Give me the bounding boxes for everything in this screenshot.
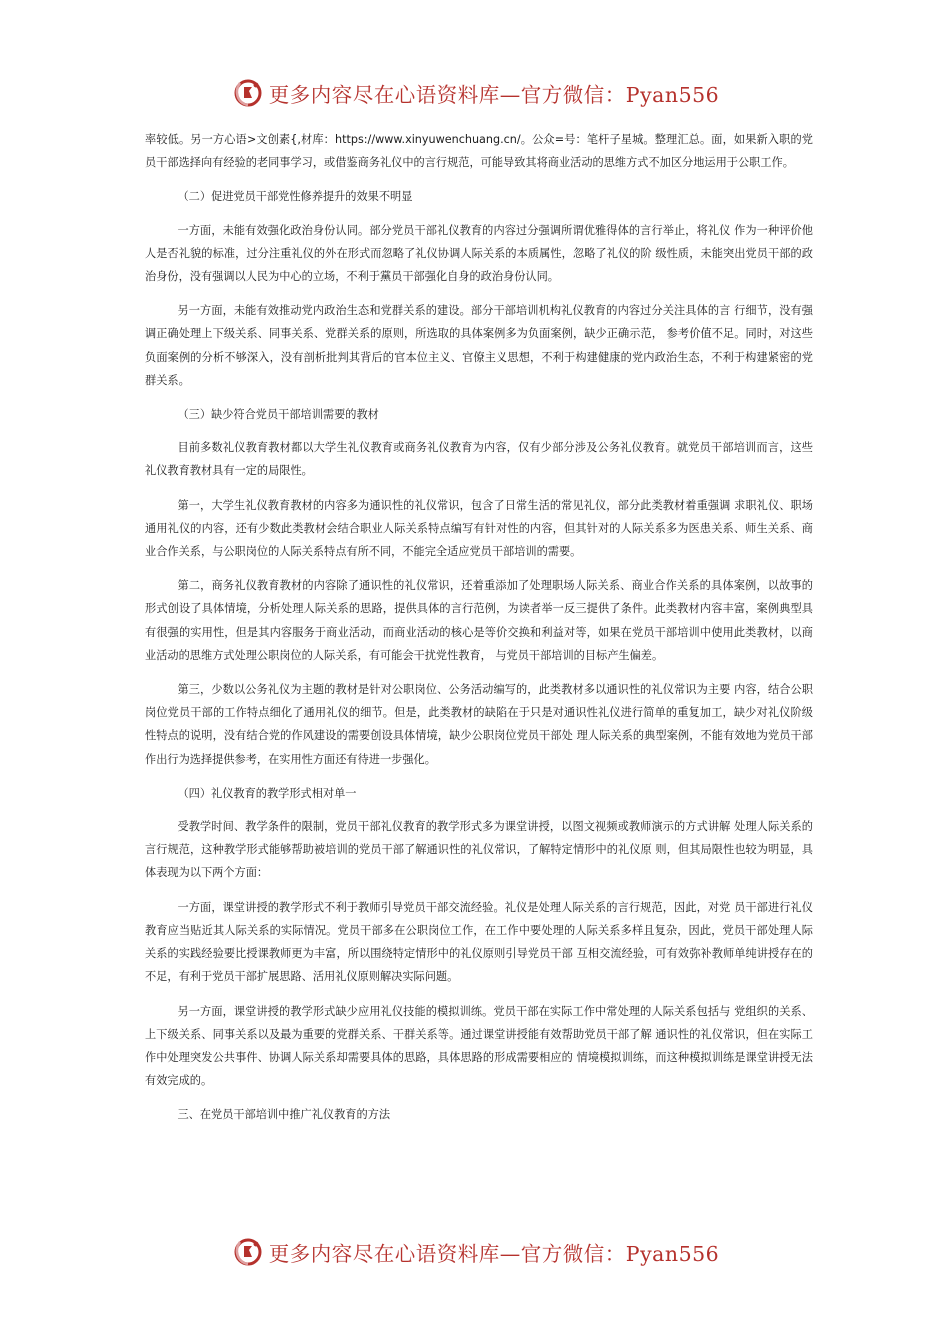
paragraph: 第一，大学生礼仪教育教材的内容多为通识性的礼仪常识，包含了日常生活的常见礼仪，部分此类教材着重强调 求职礼仪、职场通用礼仪的内容，还有少数此类教材会结合职业人际关系特点编写有针对性的内容，但其针对的人际关系多为医患关系、师生关系、商业合作关系，与公职岗位的人际关系特点有所不同，不能完全适应党员干部培训的需要。 bbox=[145, 498, 813, 559]
logo-icon bbox=[231, 76, 265, 110]
paragraph: 第三，少数以公务礼仪为主题的教材是针对公职岗位、公务活动编写的，此类教材多以通识性的礼仪常识为主要 内容，结合公职岗位党员干部的工作特点细化了通用礼仪的细节。但是，此类教材的缺陷在于只是对通识性礼仪进行简单的重复加工，缺少对礼仪阶级性特点的说明，没有结合党的作风建设的需要创设具体情境，缺少公职岗位党员干部处 理人际关系的典型案例，不能有效地为党员干部作出行为选择提供参考，在实用性方面还有待进一步强化。 bbox=[145, 683, 813, 766]
paragraph: 另一方面，课堂讲授的教学形式缺少应用礼仪技能的模拟训练。党员干部在实际工作中常处理的人际关系包括与 党组织的关系、上下级关系、同事关系以及最为重要的党群关系、干群关系等。通过课堂讲授能有效帮助党员干部了解 通识性的礼仪常识，但在实际工作中处理突发公共事件、协调人际关系却需要具体的思路，具体思路的形成需要相应的 情境模拟训练，而这种模拟训练是课堂讲授无法有效完成的。 bbox=[145, 1004, 813, 1088]
footer-watermark-banner bbox=[0, 1232, 950, 1272]
section-heading: （二）促进党员干部党性修养提升的效果不明显 bbox=[177, 190, 413, 204]
document-body bbox=[145, 128, 813, 1127]
paragraph: 目前多数礼仪教育教材都以大学生礼仪教育或商务礼仪教育为内容，仅有少部分涉及公务礼仪教育。就党员干部培训而言，这些礼仪教育教材具有一定的局限性。 bbox=[145, 441, 813, 478]
section-heading: （四）礼仪教育的教学形式相对单一 bbox=[177, 786, 357, 800]
paragraph: 受教学时间、教学条件的限制，党员干部礼仪教育的教学形式多为课堂讲授，以图文视频或教师演示的方式讲解 处理人际关系的言行规范，这种教学形式能够帮助被培训的党员干部了解通识性的礼仪常识，了解特定情形中的礼仪原 则，但其局限性也较为明显，具体表现为以下两个方面： bbox=[145, 820, 813, 880]
section-heading: （三）缺少符合党员干部培训需要的教材 bbox=[177, 408, 379, 422]
paragraph: 一方面，未能有效强化政治身份认同。部分党员干部礼仪教育的内容过分强调所谓优雅得体的言行举止，将礼仪 作为一种评价他人是否礼貌的标准，过分注重礼仪的外在形式而忽略了礼仪协调人际关系的本质属性，忽略了礼仪的阶 级性质，未能突出党员干部的政治身份，没有强调以人民为中心的立场，不利于黨员干部强化自身的政治身份认同。 bbox=[145, 223, 813, 284]
paragraph: 率较低。另一方心语>文创素{,材库：https://www.xinyuwenchuang.cn/。公众=号：笔杆子星城。整理汇总。面，如果新入职的党员干部选择向有经验的老同事学习，或借鉴商务礼仪中的言行规范，可能导致其将商业活动的思维方式不加区分地运用于公职工作。 bbox=[145, 133, 813, 170]
banner-text: 更多内容尽在心语资料库—官方微信：Pyan556 bbox=[268, 83, 720, 107]
logo-icon bbox=[231, 1235, 265, 1269]
paragraph: 另一方面，未能有效推动党内政治生态和党群关系的建设。部分干部培训机构礼仪教育的内容过分关注具体的言 行细节，没有强调正确处理上下级关系、同事关系、党群关系的原则，所选取的具体案例多为负面案例，缺少正确示范， 参考价值不足。同时，对这些负面案例的分析不够深入，没有剖析批判其背后的官本位主义、官僚主义思想，不利于构建健康的党内政治生态，不利于构建紧密的党群关系。 bbox=[145, 304, 813, 387]
paragraph: 第二，商务礼仪教育教材的内容除了通识性的礼仪常识，还着重添加了处理职场人际关系、商业合作关系的具体案例，以故事的形式创设了具体情境，分析处理人际关系的思路，提供具体的言行范例，为读者举一反三提供了条件。此类教材内容丰富，案例典型具有很强的实用性，但是其内容服务于商业活动，而商业活动的核心是等价交换和利益对等，如果在党员干部培训中使用此类教材，以商业活动的思维方式处理公职岗位的人际关系，有可能会干扰党性教育， 与党员干部培训的目标产生偏差。 bbox=[145, 579, 813, 662]
banner-text: 更多内容尽在心语资料库—官方微信：Pyan556 bbox=[268, 1242, 720, 1266]
chapter-heading: 三、在党员干部培训中推广礼仪教育的方法 bbox=[177, 1108, 391, 1122]
paragraph: 一方面，课堂讲授的教学形式不利于教师引导党员干部交流经验。礼仪是处理人际关系的言行规范，因此，对党 员干部进行礼仪教育应当贴近其人际关系的实际情况。党员干部多在公职岗位工作，在工作中要处理的人际关系多样且复杂，因此，党员干部处理人际关系的实践经验要比授课教师更为丰富，所以围绕特定情形中的礼仪原则引导党员干部 互相交流经验，可有效弥补教师单纯讲授存在的不足，有利于党员干部扩展思路、活用礼仪原则解决实际问题。 bbox=[145, 900, 813, 984]
header-watermark-banner bbox=[0, 73, 950, 113]
